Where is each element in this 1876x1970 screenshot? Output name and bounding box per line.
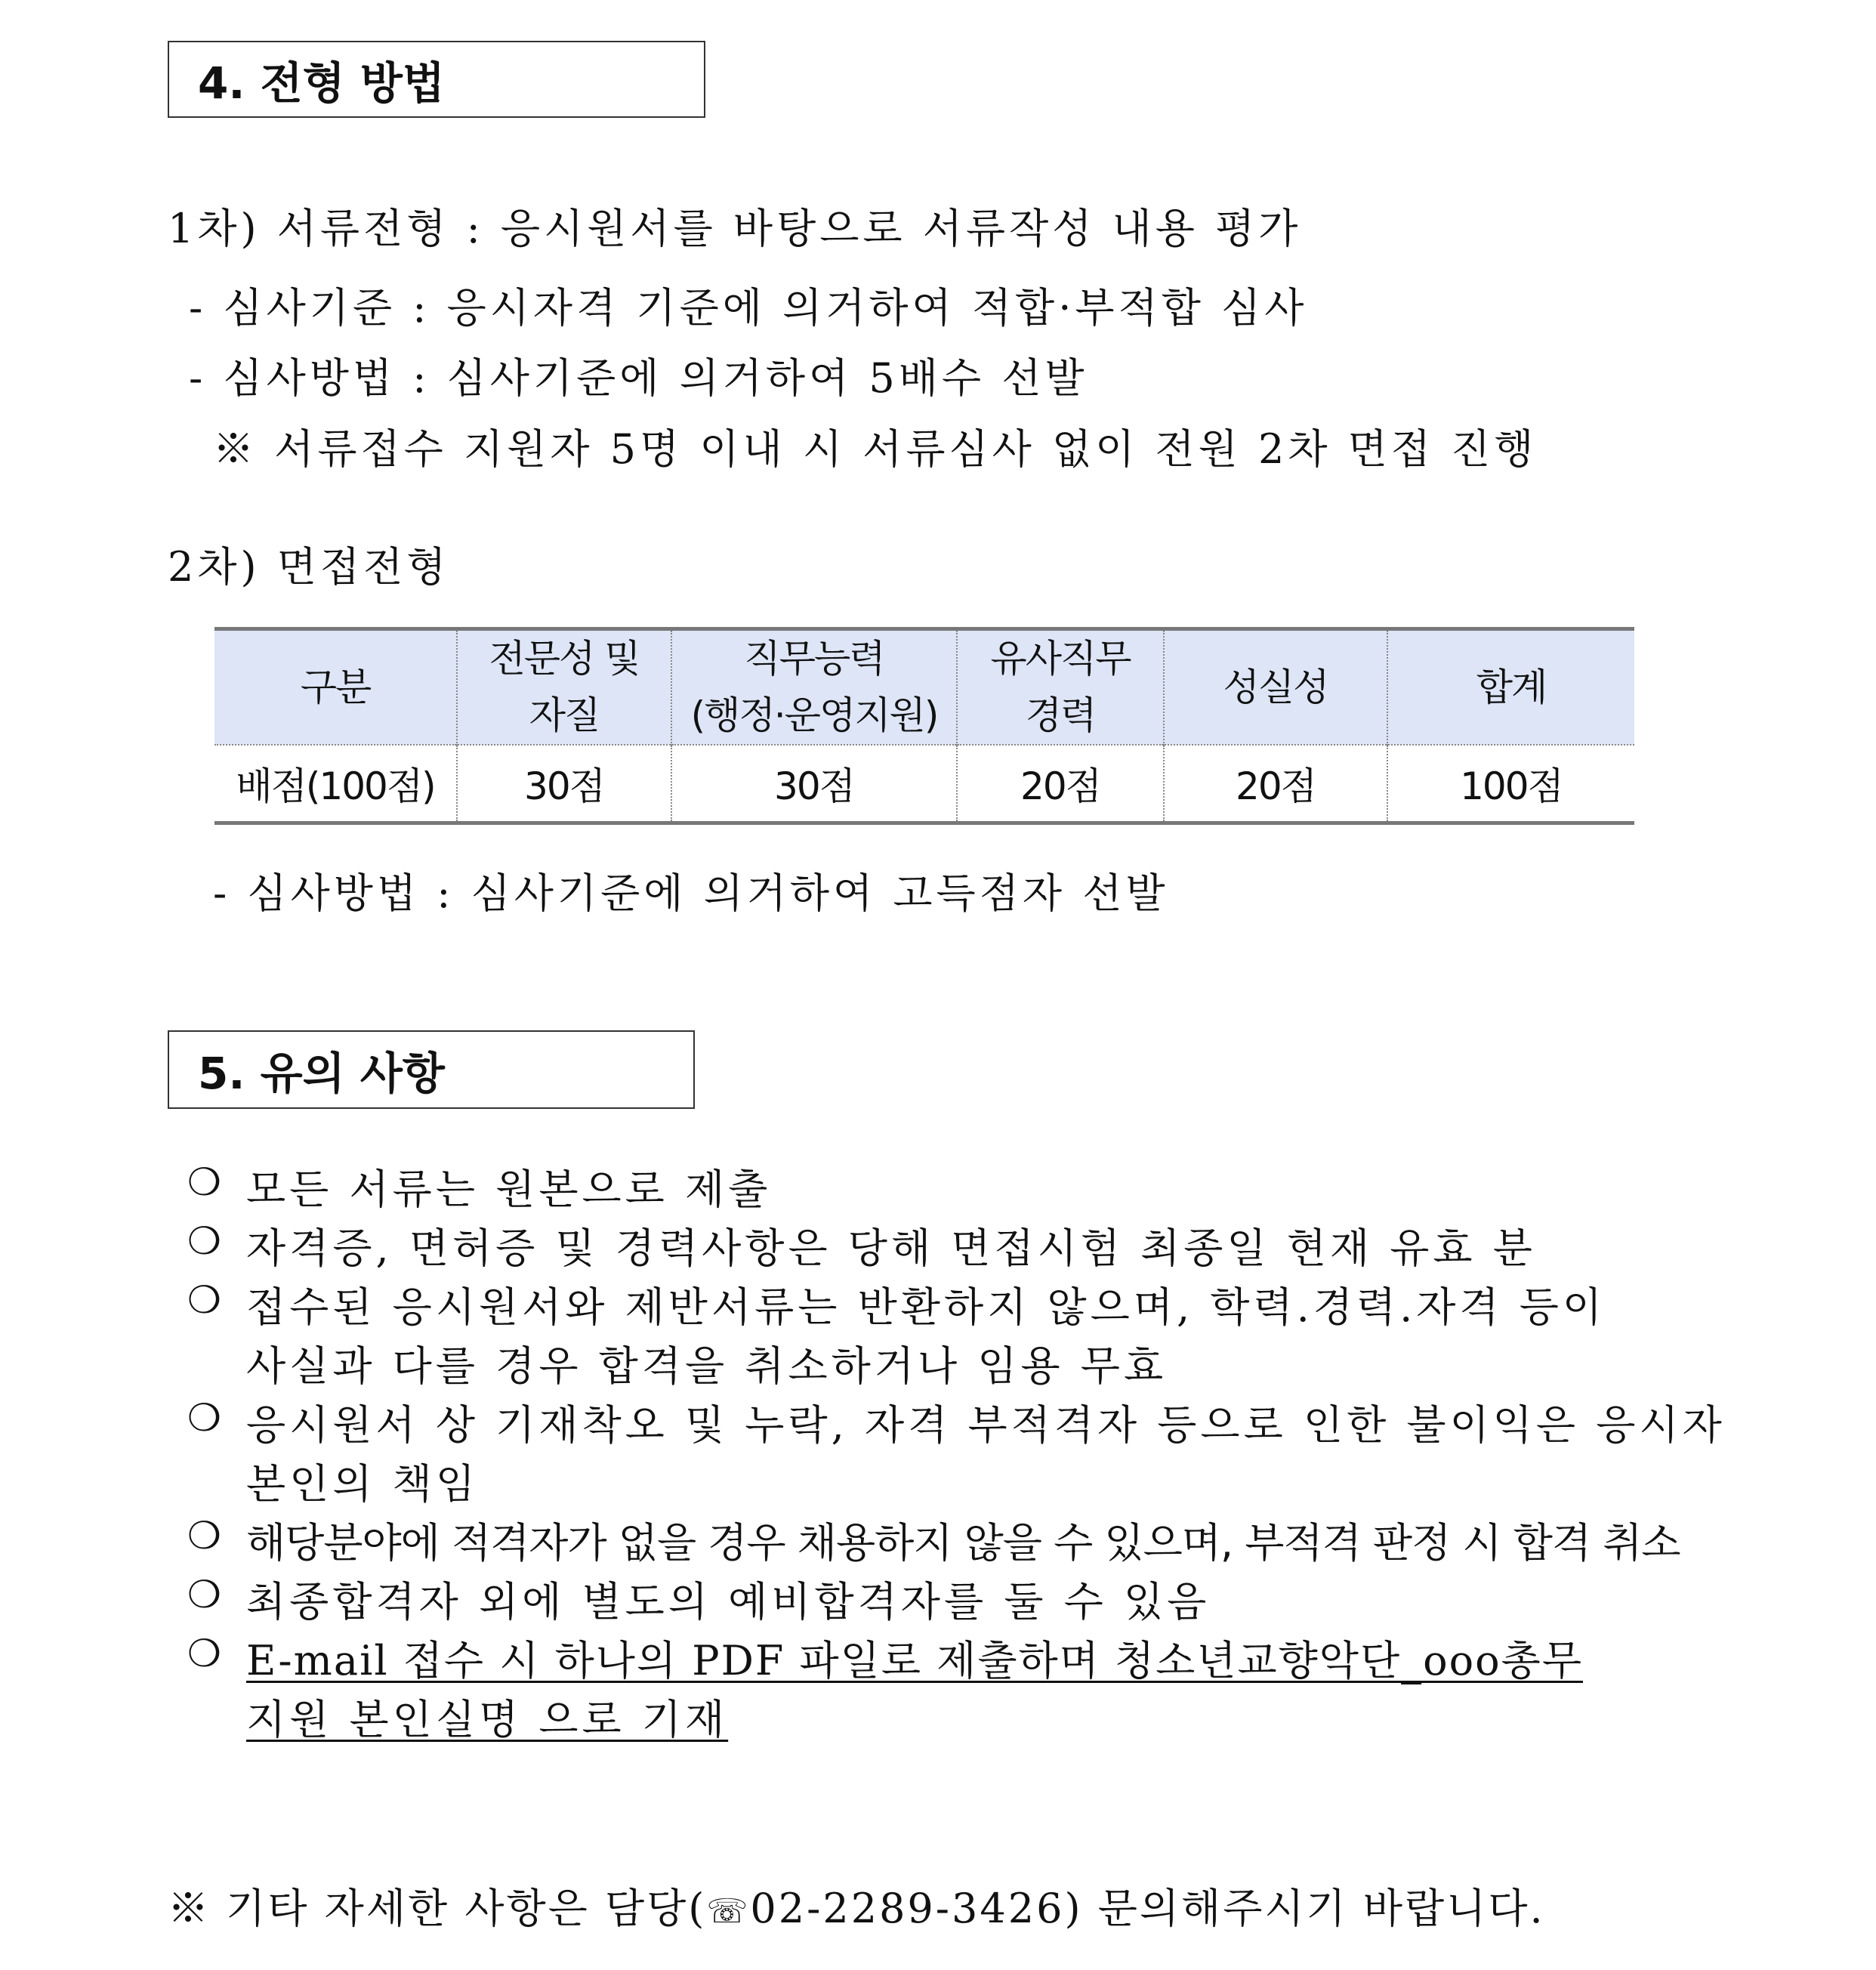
header-experience: 유사직무 경력 <box>957 629 1164 746</box>
table-cell: 100점 <box>1387 745 1634 823</box>
bullet-icon: ❍ <box>187 1514 221 1558</box>
notice-item: 자격증, 면허증 및 경력사항은 당해 면접시험 최종일 현재 유효 분 <box>246 1224 1536 1272</box>
notice-item-continued: 본인의 책임 <box>246 1460 479 1508</box>
notice-item: 최종합격자 외에 별도의 예비합격자를 둘 수 있음 <box>246 1578 1211 1626</box>
table-row <box>214 745 1634 823</box>
notice-item-continued: 사실과 다를 경우 합격을 취소하거나 임용 무효 <box>246 1342 1168 1390</box>
notice-item-email-continued: 지원 본인실명 으로 기재 <box>246 1696 729 1743</box>
contact-suffix: ) 문의해주시기 바랍니다. <box>1064 1885 1545 1932</box>
section-4-heading: 4. 전형 방법 <box>168 41 705 118</box>
notice-item: 접수된 응시원서와 제반서류는 반환하지 않으며, 학력.경력.자격 등이 <box>246 1283 1606 1331</box>
notice-item-email: E-mail 접수 시 하나의 PDF 파일로 제출하며 청소년교향악단_ooo총무 <box>246 1637 1583 1684</box>
phone-icon: ☏ <box>706 1892 751 1931</box>
table-cell: 20점 <box>957 745 1164 823</box>
notice-item: 해당분야에 적격자가 없을 경우 채용하지 않을 수 있으며, 부적격 판정 시 합격 취소 <box>246 1519 1680 1567</box>
header-expertise: 전문성 및 자질 <box>457 629 671 746</box>
stage1-title: 1차) 서류전형 : 응시원서를 바탕으로 서류작성 내용 평가 <box>168 205 1302 252</box>
stage1-note: ※ 서류접수 지원자 5명 이내 시 서류심사 없이 전원 2차 면접 진행 <box>213 425 1538 473</box>
bullet-icon: ❍ <box>187 1396 221 1440</box>
bullet-icon: ❍ <box>187 1573 221 1616</box>
bullet-icon: ❍ <box>187 1278 221 1322</box>
stage1-criteria: - 심사기준 : 응시자격 기준에 의거하여 적합·부적합 심사 <box>189 284 1308 332</box>
contact-phone: 02-2289-3426 <box>750 1885 1065 1932</box>
header-total: 합계 <box>1387 629 1634 746</box>
header-category: 구분 <box>214 629 457 746</box>
bullet-icon: ❍ <box>187 1219 221 1263</box>
table-cell: 배점(100점) <box>214 745 457 823</box>
bullet-icon: ❍ <box>187 1160 221 1204</box>
table-header-row <box>214 629 1634 746</box>
stage1-method: - 심사방법 : 심사기준에 의거하여 5배수 선발 <box>189 354 1088 402</box>
table-cell: 30점 <box>457 745 671 823</box>
header-job-ability: 직무능력 (행정·운영지원) <box>671 629 957 746</box>
stage2-method: - 심사방법 : 심사기준에 의거하여 고득점자 선발 <box>213 869 1169 917</box>
contact-prefix: ※ 기타 자세한 사항은 담당( <box>168 1885 707 1932</box>
section-5-heading: 5. 유의 사항 <box>168 1030 695 1109</box>
contact-note <box>168 1876 1545 1934</box>
header-sincerity: 성실성 <box>1164 629 1387 746</box>
bullet-icon: ❍ <box>187 1632 221 1675</box>
table-cell: 30점 <box>671 745 957 823</box>
notice-item: 모든 서류는 원본으로 제출 <box>246 1166 772 1213</box>
interview-score-table <box>214 627 1634 825</box>
table-cell: 20점 <box>1164 745 1387 823</box>
stage2-title: 2차) 면접전형 <box>168 543 450 591</box>
notice-item: 응시원서 상 기재착오 및 누락, 자격 부적격자 등으로 인한 불이익은 응시자 <box>246 1401 1726 1449</box>
